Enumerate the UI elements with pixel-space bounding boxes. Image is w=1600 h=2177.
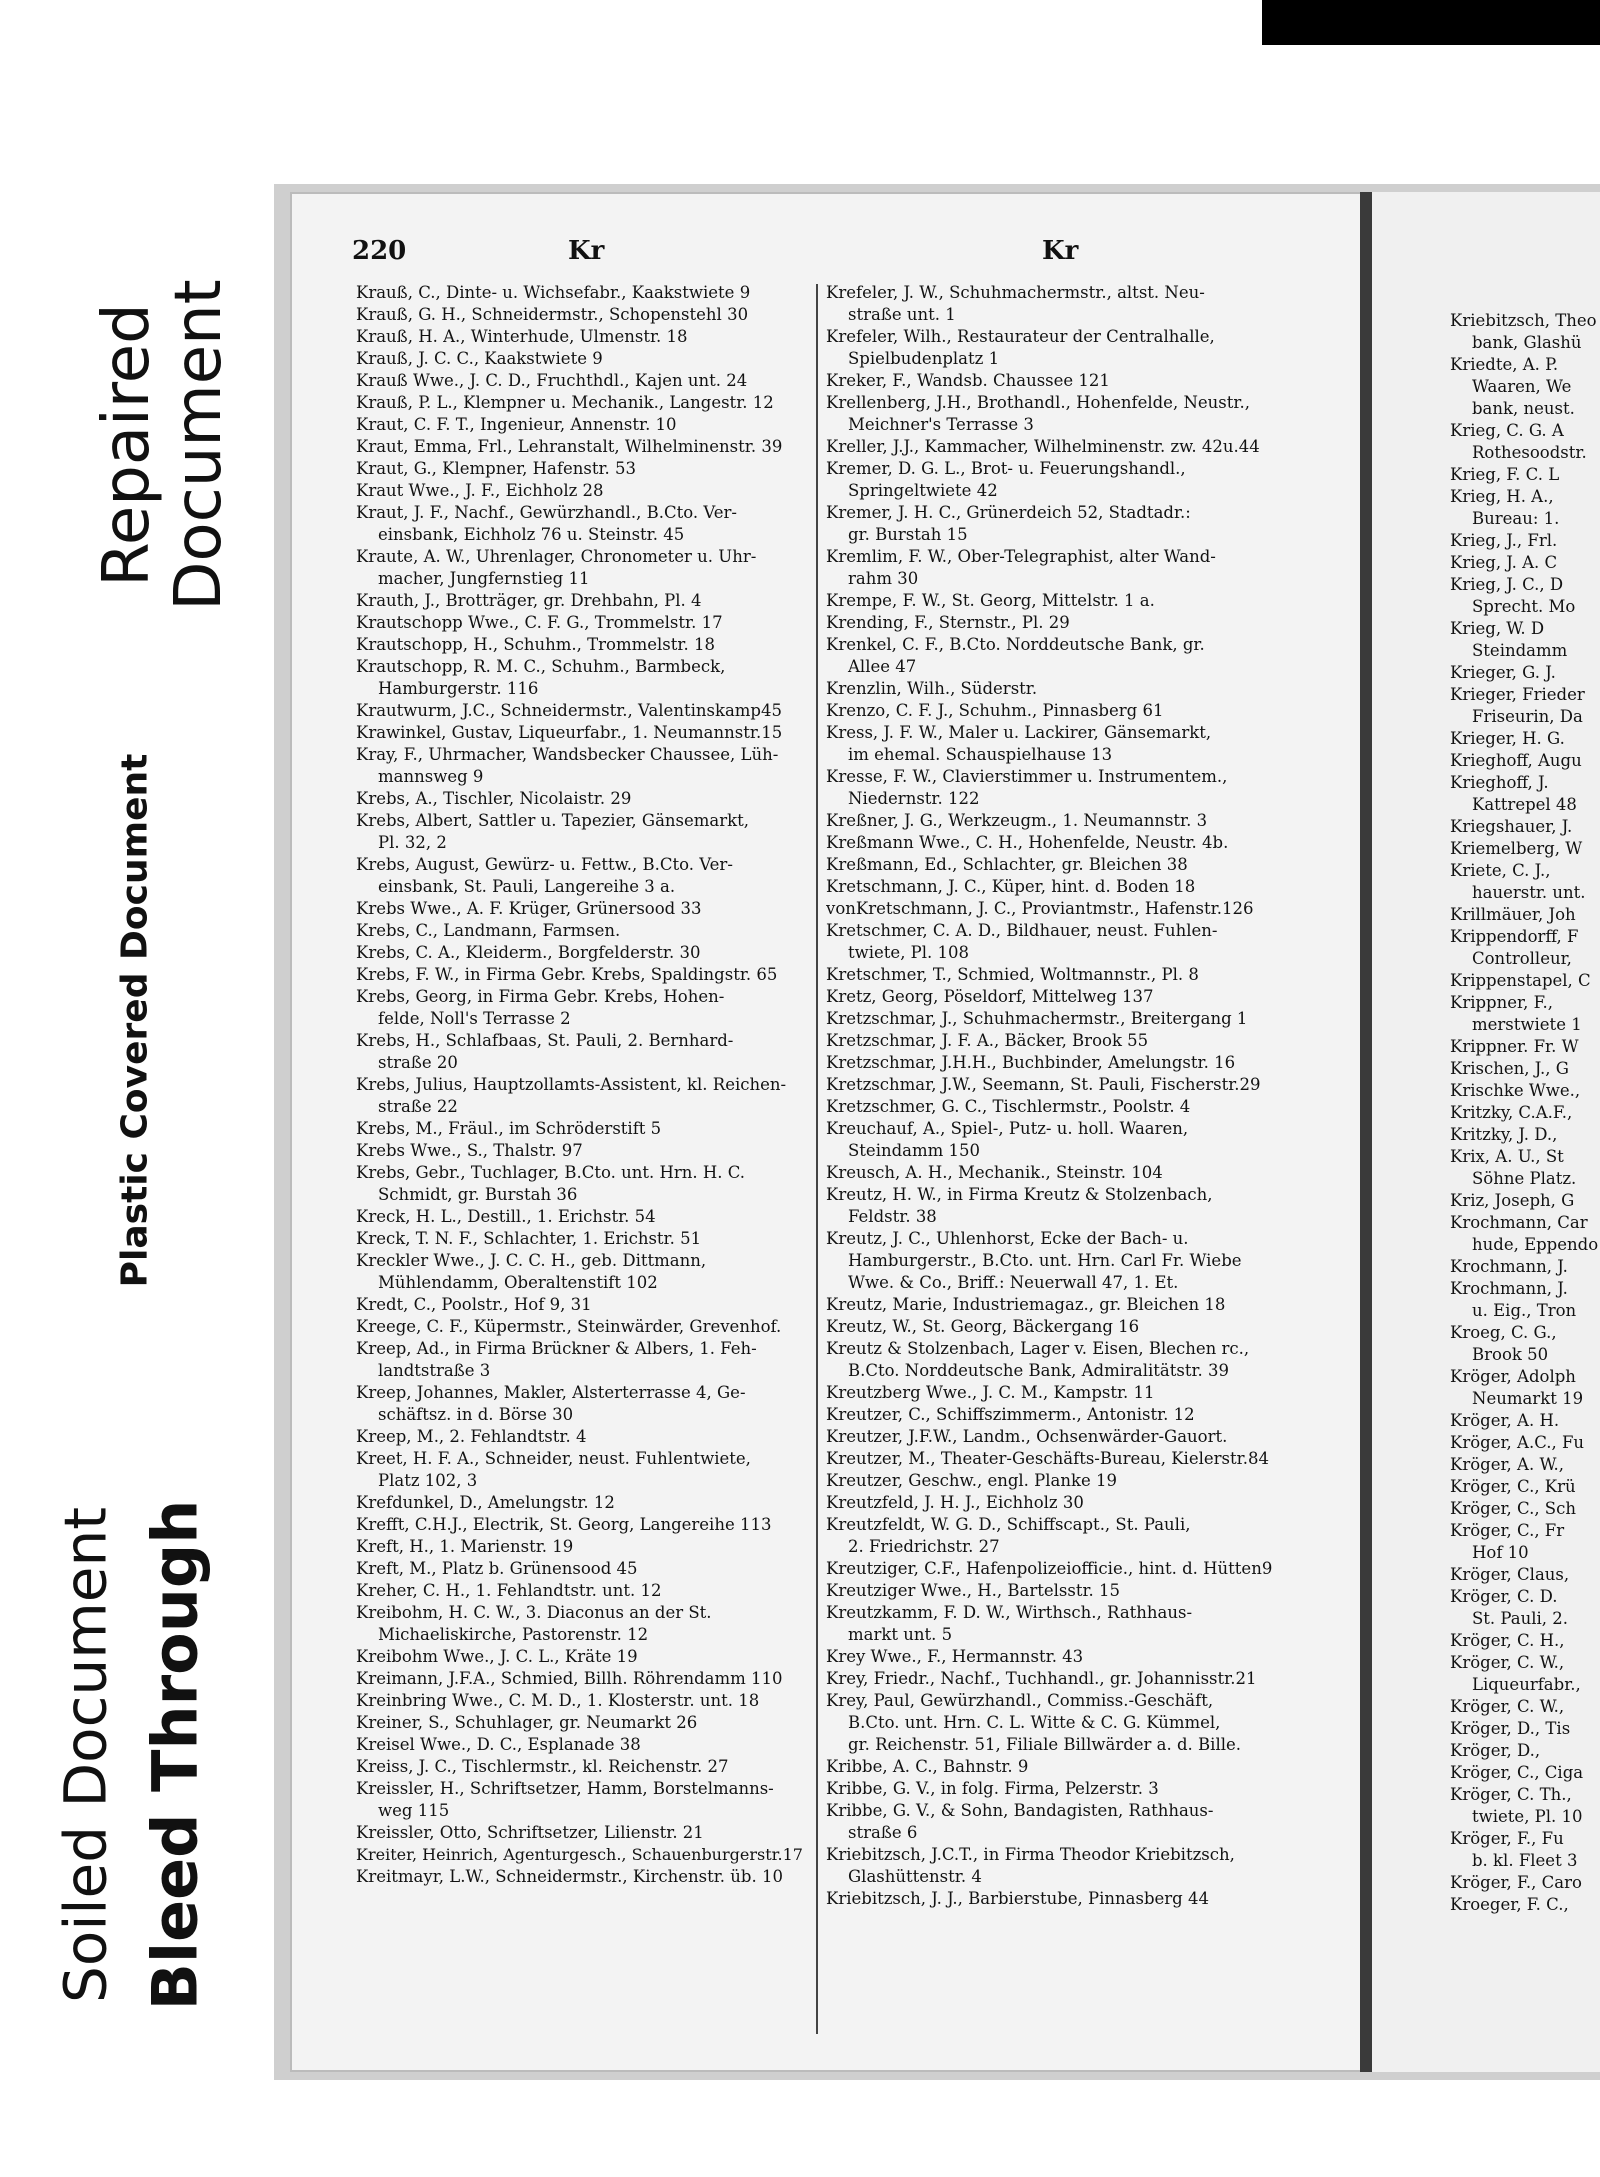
- directory-entry: Kröger, C. H.,: [1450, 1631, 1565, 1650]
- directory-column-right: [826, 282, 1286, 2042]
- directory-entry: Kreßmann Wwe., C. H., Hohenfelde, Neustr. 4b.: [826, 833, 1229, 852]
- directory-entry: Krieg, W. D: [1450, 619, 1545, 638]
- directory-entry: Kröger, Claus,: [1450, 1565, 1570, 1584]
- directory-entry: Kröger, C. W.,: [1450, 1697, 1565, 1716]
- directory-entry: Krippendorff, F: [1450, 927, 1579, 946]
- directory-entry: Krefdunkel, D., Amelungstr. 12: [356, 1493, 615, 1512]
- directory-entry: Kröger, F., Fu: [1450, 1829, 1564, 1848]
- directory-entry: Krebs, Georg, in Firma Gebr. Krebs, Hohen-: [356, 987, 725, 1006]
- directory-entry-continuation: Söhne Platz.: [1472, 1169, 1577, 1188]
- directory-entry: Kreutz, W., St. Georg, Bäckergang 16: [826, 1317, 1140, 1336]
- directory-entry: Kribbe, G. V., in folg. Firma, Pelzerstr. 3: [826, 1779, 1159, 1798]
- directory-entry-continuation: Bureau: 1.: [1472, 509, 1560, 528]
- directory-entry: Kreutzberg Wwe., J. C. M., Kampstr. 11: [826, 1383, 1155, 1402]
- directory-entry: Kraut, G., Klempner, Hafenstr. 53: [356, 459, 637, 478]
- directory-entry: Kreft, M., Platz b. Grünensood 45: [356, 1559, 638, 1578]
- directory-entry-continuation: straße 22: [378, 1097, 458, 1116]
- directory-entry: Kretz, Georg, Pöseldorf, Mittelweg 137: [826, 987, 1154, 1006]
- label-bleed-through-text: Bleed Through: [138, 1499, 211, 2011]
- directory-entry: Kröger, A. H.: [1450, 1411, 1560, 1430]
- directory-entry-continuation: Allee 47: [848, 657, 917, 676]
- directory-entry: Kritzky, C.A.F.,: [1450, 1103, 1573, 1122]
- directory-entry: Kraut, J. F., Nachf., Gewürzhandl., B.Cto. Ver-: [356, 503, 737, 522]
- directory-entry: Kretschmer, C. A. D., Bildhauer, neust. Fuhlen-: [826, 921, 1218, 940]
- directory-entry: Kröger, C., Sch: [1450, 1499, 1576, 1518]
- directory-entry-continuation: Kattrepel 48: [1472, 795, 1577, 814]
- directory-entry-continuation: b. kl. Fleet 3: [1472, 1851, 1578, 1870]
- directory-entry-continuation: Brook 50: [1472, 1345, 1549, 1364]
- directory-entry: Krenkel, C. F., B.Cto. Norddeutsche Bank, gr.: [826, 635, 1205, 654]
- directory-entry: Kreutz, J. C., Uhlenhorst, Ecke der Bach- u.: [826, 1229, 1189, 1248]
- directory-entry: Kriemelberg, W: [1450, 839, 1583, 858]
- directory-entry-continuation: Liqueurfabr.,: [1472, 1675, 1581, 1694]
- directory-entry: Kreck, H. L., Destill., 1. Erichstr. 54: [356, 1207, 656, 1226]
- directory-entry: Krochmann, J.: [1450, 1257, 1568, 1276]
- directory-entry: Krieg, H. A.,: [1450, 487, 1554, 506]
- directory-entry: Kröger, D., Tis: [1450, 1719, 1571, 1738]
- directory-entry-continuation: einsbank, Eichholz 76 u. Steinstr. 45: [378, 525, 685, 544]
- directory-entry: Krebs Wwe., A. F. Krüger, Grünersood 33: [356, 899, 702, 918]
- directory-entry: Kritzky, J. D.,: [1450, 1125, 1558, 1144]
- directory-entry: Krawinkel, Gustav, Liqueurfabr., 1. Neumannstr.15: [356, 723, 783, 742]
- directory-entry: Kreft, H., 1. Marienstr. 19: [356, 1537, 574, 1556]
- directory-entry-continuation: Meichner's Terrasse 3: [848, 415, 1034, 434]
- directory-entry: Krieg, C. G. A: [1450, 421, 1564, 440]
- directory-entry: Krebs, A., Tischler, Nicolaistr. 29: [356, 789, 632, 808]
- directory-entry: Kröger, C., Krü: [1450, 1477, 1576, 1496]
- directory-entry-continuation: hude, Eppendo: [1472, 1235, 1599, 1254]
- directory-entry: Krieg, J., Frl.: [1450, 531, 1558, 550]
- directory-entry: Krautschopp Wwe., C. F. G., Trommelstr. 17: [356, 613, 723, 632]
- directory-entry: Kreutzer, M., Theater-Geschäfts-Bureau, Kielerstr.84: [826, 1449, 1269, 1468]
- directory-entry: Kremer, D. G. L., Brot- u. Feuerungshandl.,: [826, 459, 1186, 478]
- directory-entry: Krempe, F. W., St. Georg, Mittelstr. 1 a.: [826, 591, 1155, 610]
- directory-entry: Kröger, C., Fr: [1450, 1521, 1565, 1540]
- directory-entry: Kreep, Ad., in Firma Brückner & Albers, 1. Feh-: [356, 1339, 757, 1358]
- directory-entry: Krebs, F. W., in Firma Gebr. Krebs, Spaldingstr. 65: [356, 965, 778, 984]
- label-plastic-text: Plastic Covered Document: [114, 753, 156, 1287]
- directory-entry: Krebs, C., Landmann, Farmsen.: [356, 921, 621, 940]
- directory-entry: Krauß, H. A., Winterhude, Ulmenstr. 18: [356, 327, 688, 346]
- scanner-edge: [1262, 0, 1600, 45]
- directory-entry: Kretschmann, J. C., Küper, hint. d. Boden 18: [826, 877, 1196, 896]
- directory-entry-continuation: B.Cto. Norddeutsche Bank, Admiralitätstr. 39: [848, 1361, 1230, 1380]
- label-repaired-line1: Repaired: [89, 303, 164, 587]
- directory-entry: Kreusch, A. H., Mechanik., Steinstr. 104: [826, 1163, 1163, 1182]
- directory-entry: Kress, J. F. W., Maler u. Lackirer, Gänsemarkt,: [826, 723, 1212, 742]
- directory-entry: Kröger, C., Ciga: [1450, 1763, 1584, 1782]
- directory-entry: Krippner. Fr. W: [1450, 1037, 1579, 1056]
- directory-entry: Kreep, Johannes, Makler, Alsterterrasse 4, Ge-: [356, 1383, 746, 1402]
- directory-entry-continuation: straße 6: [848, 1823, 918, 1842]
- directory-entry: Kreckler Wwe., J. C. C. H., geb. Dittmann,: [356, 1251, 707, 1270]
- directory-entry: Krieghoff, Augu: [1450, 751, 1582, 770]
- directory-entry: Kreiner, S., Schuhlager, gr. Neumarkt 26: [356, 1713, 698, 1732]
- directory-entry: Kreep, M., 2. Fehlandtstr. 4: [356, 1427, 587, 1446]
- directory-entry: Krefeler, J. W., Schuhmachermstr., altst. Neu-: [826, 283, 1205, 302]
- directory-entry: Kreutzfeld, J. H. J., Eichholz 30: [826, 1493, 1084, 1512]
- directory-entry: Kreinbring Wwe., C. M. D., 1. Klosterstr. unt. 18: [356, 1691, 760, 1710]
- directory-entry: Kreck, T. N. F., Schlachter, 1. Erichstr. 51: [356, 1229, 702, 1248]
- directory-entry-continuation: im ehemal. Schauspielhause 13: [848, 745, 1113, 764]
- directory-entry-continuation: rahm 30: [848, 569, 919, 588]
- directory-entry: Krauth, J., Brotträger, gr. Drehbahn, Pl. 4: [356, 591, 702, 610]
- directory-entry-continuation: Hamburgerstr., B.Cto. unt. Hrn. Carl Fr. Wiebe: [848, 1251, 1242, 1270]
- directory-entry: Krebs, C. A., Kleiderm., Borgfelderstr. 30: [356, 943, 701, 962]
- directory-entry: Krebs, Julius, Hauptzollamts-Assistent, kl. Reichen-: [356, 1075, 787, 1094]
- book-spine: [1360, 192, 1372, 2072]
- directory-entry: Kresse, F. W., Clavierstimmer u. Instrumentem.,: [826, 767, 1228, 786]
- directory-entry-continuation: Springeltwiete 42: [848, 481, 998, 500]
- directory-entry: Krischen, J., G: [1450, 1059, 1569, 1078]
- directory-entry: Kraut, Emma, Frl., Lehranstalt, Wilhelminenstr. 39: [356, 437, 783, 456]
- directory-entry-continuation: Neumarkt 19: [1472, 1389, 1584, 1408]
- directory-entry: Krieger, H. G.: [1450, 729, 1565, 748]
- directory-entry: Krautschopp, H., Schuhm., Trommelstr. 18: [356, 635, 715, 654]
- directory-entry-continuation: twiete, Pl. 108: [848, 943, 970, 962]
- directory-entry: Kreissler, H., Schriftsetzer, Hamm, Borstelmanns-: [356, 1779, 774, 1798]
- directory-entry: Kredt, C., Poolstr., Hof 9, 31: [356, 1295, 592, 1314]
- directory-entry: Krauß Wwe., J. C. D., Fruchthdl., Kajen unt. 24: [356, 371, 748, 390]
- directory-entry: Kreutziger Wwe., H., Bartelsstr. 15: [826, 1581, 1121, 1600]
- directory-entry: Kroeger, F. C.,: [1450, 1895, 1569, 1914]
- directory-entry-continuation: gr. Burstah 15: [848, 525, 968, 544]
- directory-entry-continuation: St. Pauli, 2.: [1472, 1609, 1569, 1628]
- directory-entry: Kreissler, Otto, Schriftsetzer, Lilienstr. 21: [356, 1823, 704, 1842]
- label-repaired-document: [80, 190, 245, 700]
- directory-entry: Kroeg, C. G.,: [1450, 1323, 1557, 1342]
- directory-entry-continuation: Michaeliskirche, Pastorenstr. 12: [378, 1625, 649, 1644]
- directory-entry: Kreutziger, C.F., Hafenpolizeiofficie., hint. d. Hütten9: [826, 1559, 1273, 1578]
- directory-entry-continuation: Feldstr. 38: [848, 1207, 937, 1226]
- directory-entry: Krefft, C.H.J., Electrik, St. Georg, Langereihe 113: [356, 1515, 772, 1534]
- directory-entry-continuation: markt unt. 5: [848, 1625, 953, 1644]
- directory-entry-continuation: Rothesoodstr.: [1472, 443, 1587, 462]
- directory-entry: Krieger, G. J.: [1450, 663, 1556, 682]
- directory-entry: Kröger, A.C., Fu: [1450, 1433, 1585, 1452]
- directory-entry: Kreutzer, Geschw., engl. Planke 19: [826, 1471, 1118, 1490]
- directory-entry: Kriebitzsch, J. J., Barbierstube, Pinnasberg 44: [826, 1889, 1209, 1908]
- directory-entry: Kreege, C. F., Küpermstr., Steinwärder, Grevenhof.: [356, 1317, 782, 1336]
- directory-entry: Kreutz, H. W., in Firma Kreutz & Stolzenbach,: [826, 1185, 1213, 1204]
- directory-entry: Kriegshauer, J.: [1450, 817, 1573, 836]
- directory-entry: vonKretschmann, J. C., Proviantmstr., Hafenstr.126: [826, 899, 1254, 918]
- directory-entry: Krippner, F.,: [1450, 993, 1553, 1012]
- directory-entry: Kreutz & Stolzenbach, Lager v. Eisen, Blechen rc.,: [826, 1339, 1250, 1358]
- directory-entry: Krix, A. U., St: [1450, 1147, 1564, 1166]
- directory-entry: Kretzschmar, J.W., Seemann, St. Pauli, Fischerstr.29: [826, 1075, 1261, 1094]
- directory-entry: Krebs Wwe., S., Thalstr. 97: [356, 1141, 583, 1160]
- directory-entry: Kreibohm Wwe., J. C. L., Kräte 19: [356, 1647, 638, 1666]
- directory-entry: Kray, F., Uhrmacher, Wandsbecker Chaussee, Lüh-: [356, 745, 779, 764]
- label-plastic-covered-document: [85, 700, 185, 1340]
- directory-entry: Krochmann, Car: [1450, 1213, 1588, 1232]
- directory-entry: Kretzschmer, G. C., Tischlermstr., Poolstr. 4: [826, 1097, 1191, 1116]
- directory-entry: Krebs, Albert, Sattler u. Tapezier, Gänsemarkt,: [356, 811, 750, 830]
- directory-column-partial: [1450, 310, 1600, 2050]
- directory-entry: Kribbe, G. V., & Sohn, Bandagisten, Rathhaus-: [826, 1801, 1214, 1820]
- directory-entry-continuation: Pl. 32, 2: [378, 833, 447, 852]
- directory-entry: Kröger, F., Caro: [1450, 1873, 1582, 1892]
- directory-entry-continuation: Spielbudenplatz 1: [848, 349, 1000, 368]
- directory-entry: Krebs, H., Schlafbaas, St. Pauli, 2. Bernhard-: [356, 1031, 734, 1050]
- directory-entry: Krauß, G. H., Schneidermstr., Schopenstehl 30: [356, 305, 749, 324]
- directory-entry: Krenzlin, Wilh., Süderstr.: [826, 679, 1038, 698]
- directory-entry-continuation: gr. Reichenstr. 51, Filiale Billwärder a. d. Bille.: [848, 1735, 1242, 1754]
- directory-entry-continuation: Platz 102, 3: [378, 1471, 478, 1490]
- directory-entry-continuation: macher, Jungfernstieg 11: [378, 569, 590, 588]
- directory-entry-continuation: Hof 10: [1472, 1543, 1529, 1562]
- directory-entry: Krebs, M., Fräul., im Schröderstift 5: [356, 1119, 662, 1138]
- directory-entry: Krischke Wwe.,: [1450, 1081, 1581, 1100]
- directory-entry-continuation: schäftsz. in d. Börse 30: [378, 1405, 574, 1424]
- label-soiled-text: Soiled Document: [51, 1507, 119, 2003]
- directory-entry: Krieg, F. C. L: [1450, 465, 1560, 484]
- directory-entry: Krautwurm, J.C., Schneidermstr., Valentinskamp45: [356, 701, 782, 720]
- directory-entry-continuation: u. Eig., Tron: [1472, 1301, 1577, 1320]
- directory-entry-continuation: einsbank, St. Pauli, Langereihe 3 a.: [378, 877, 676, 896]
- directory-entry-continuation: felde, Noll's Terrasse 2: [378, 1009, 571, 1028]
- directory-entry: Kröger, A. W.,: [1450, 1455, 1565, 1474]
- directory-entry: Krending, F., Sternstr., Pl. 29: [826, 613, 1070, 632]
- directory-entry: Krenzo, C. F. J., Schuhm., Pinnasberg 61: [826, 701, 1164, 720]
- directory-entry: Kreutz, Marie, Industriemagaz., gr. Bleichen 18: [826, 1295, 1226, 1314]
- page-header: [352, 236, 1352, 276]
- directory-column-left: [356, 282, 816, 2042]
- directory-entry: Kreet, H. F. A., Schneider, neust. Fuhlentwiete,: [356, 1449, 751, 1468]
- column-heading-right: Kr: [1042, 236, 1079, 266]
- directory-entry: Krauß, C., Dinte- u. Wichsefabr., Kaakstwiete 9: [356, 283, 751, 302]
- directory-entry: Kreiter, Heinrich, Agenturgesch., Schauenburgerstr.17: [356, 1845, 803, 1864]
- directory-entry: Kreuchauf, A., Spiel-, Putz- u. holl. Waaren,: [826, 1119, 1189, 1138]
- label-soiled-document: [0, 1340, 250, 2170]
- directory-entry: Krieger, Frieder: [1450, 685, 1585, 704]
- directory-entry: Kröger, D.,: [1450, 1741, 1541, 1760]
- directory-entry: Krefeler, Wilh., Restaurateur der Centralhalle,: [826, 327, 1215, 346]
- directory-entry-continuation: hauerstr. unt.: [1472, 883, 1586, 902]
- directory-entry-continuation: straße unt. 1: [848, 305, 956, 324]
- directory-entry: Krillmäuer, Joh: [1450, 905, 1576, 924]
- directory-entry: Krebs, Gebr., Tuchlager, B.Cto. unt. Hrn. H. C.: [356, 1163, 746, 1182]
- directory-entry: Krellenberg, J.H., Brothandl., Hohenfelde, Neustr.,: [826, 393, 1250, 412]
- directory-entry: Kriz, Joseph, G: [1450, 1191, 1575, 1210]
- directory-entry: Kretzschmar, J., Schuhmachermstr., Breitergang 1: [826, 1009, 1248, 1028]
- column-heading-left: Kr: [568, 236, 605, 266]
- directory-entry-continuation: Friseurin, Da: [1472, 707, 1583, 726]
- directory-entry: Krauß, J. C. C., Kaakstwiete 9: [356, 349, 603, 368]
- directory-entry: Krey, Friedr., Nachf., Tuchhandl., gr. Johannisstr.21: [826, 1669, 1257, 1688]
- directory-entry: Kreutzkamm, F. D. W., Wirthsch., Rathhaus-: [826, 1603, 1193, 1622]
- directory-entry: Kreitmayr, L.W., Schneidermstr., Kirchenstr. üb. 10: [356, 1867, 783, 1886]
- directory-entry-continuation: weg 115: [378, 1801, 450, 1820]
- directory-entry: Kröger, C. Th.,: [1450, 1785, 1572, 1804]
- directory-entry: Krieg, J. A. C: [1450, 553, 1558, 572]
- directory-entry: Kröger, C. W.,: [1450, 1653, 1565, 1672]
- directory-entry: Kreher, C. H., 1. Fehlandtstr. unt. 12: [356, 1581, 662, 1600]
- directory-entry-continuation: Schmidt, gr. Burstah 36: [378, 1185, 578, 1204]
- directory-entry-continuation: Steindamm: [1472, 641, 1568, 660]
- directory-entry-continuation: Sprecht. Mo: [1472, 597, 1576, 616]
- directory-entry: Kreutzer, C., Schiffszimmerm., Antonistr. 12: [826, 1405, 1195, 1424]
- column-divider: [816, 284, 818, 2034]
- directory-entry: Krebs, August, Gewürz- u. Fettw., B.Cto. Ver-: [356, 855, 733, 874]
- page-number: 220: [352, 236, 407, 266]
- directory-entry: Krautschopp, R. M. C., Schuhm., Barmbeck,: [356, 657, 726, 676]
- directory-entry: Kremlim, F. W., Ober-Telegraphist, alter Wand-: [826, 547, 1216, 566]
- directory-entry: Kribbe, A. C., Bahnstr. 9: [826, 1757, 1029, 1776]
- directory-entry-continuation: bank, neust.: [1472, 399, 1575, 418]
- directory-entry: Kreutzer, J.F.W., Landm., Ochsenwärder-Gauort.: [826, 1427, 1228, 1446]
- directory-entry-continuation: Steindamm 150: [848, 1141, 981, 1160]
- directory-entry-continuation: Controlleur,: [1472, 949, 1572, 968]
- directory-entry: Kriete, C. J.,: [1450, 861, 1551, 880]
- directory-entry: Krauß, P. L., Klempner u. Mechanik., Langestr. 12: [356, 393, 774, 412]
- directory-entry-continuation: bank, Glashü: [1472, 333, 1582, 352]
- directory-entry: Kremer, J. H. C., Grünerdeich 52, Stadtadr.:: [826, 503, 1191, 522]
- directory-entry: Kraut Wwe., J. F., Eichholz 28: [356, 481, 604, 500]
- directory-entry-continuation: merstwiete 1: [1472, 1015, 1582, 1034]
- directory-entry: Kreller, J.J., Kammacher, Wilhelminenstr. zw. 42u.44: [826, 437, 1260, 456]
- directory-entry: Kretzschmar, J. F. A., Bäcker, Brook 55: [826, 1031, 1149, 1050]
- directory-entry-continuation: 2. Friedrichstr. 27: [848, 1537, 1000, 1556]
- directory-entry: Krieg, J. C., D: [1450, 575, 1564, 594]
- directory-entry: Kriebitzsch, J.C.T., in Firma Theodor Kriebitzsch,: [826, 1845, 1235, 1864]
- directory-entry-continuation: mannsweg 9: [378, 767, 484, 786]
- directory-entry-continuation: B.Cto. unt. Hrn. C. L. Witte & C. G. Kümmel,: [848, 1713, 1221, 1732]
- directory-entry: Kriebitzsch, Theo: [1450, 311, 1597, 330]
- directory-entry: Kretschmer, T., Schmied, Woltmannstr., Pl. 8: [826, 965, 1199, 984]
- directory-entry: Krochmann, J.: [1450, 1279, 1568, 1298]
- directory-entry: Kreßmann, Ed., Schlachter, gr. Bleichen 38: [826, 855, 1188, 874]
- directory-entry: Krippenstapel, C: [1450, 971, 1591, 990]
- directory-entry: Kreiss, J. C., Tischlermstr., kl. Reichenstr. 27: [356, 1757, 729, 1776]
- directory-entry-continuation: Waaren, We: [1472, 377, 1572, 396]
- label-repaired-line2: Document: [161, 279, 236, 611]
- directory-entry-continuation: landtstraße 3: [378, 1361, 491, 1380]
- directory-entry-continuation: Glashüttenstr. 4: [848, 1867, 982, 1886]
- directory-entry-continuation: Mühlendamm, Oberaltenstift 102: [378, 1273, 658, 1292]
- directory-entry: Krey, Paul, Gewürzhandl., Commiss.-Geschäft,: [826, 1691, 1214, 1710]
- directory-entry: Krey Wwe., F., Hermannstr. 43: [826, 1647, 1084, 1666]
- directory-entry: Kreßner, J. G., Werkzeugm., 1. Neumannstr. 3: [826, 811, 1208, 830]
- directory-entry: Kraut, C. F. T., Ingenieur, Annenstr. 10: [356, 415, 677, 434]
- directory-entry: Kretzschmar, J.H.H., Buchbinder, Amelungstr. 16: [826, 1053, 1236, 1072]
- directory-entry-continuation: Wwe. & Co., Briff.: Neuerwall 47, 1. Et.: [848, 1273, 1179, 1292]
- directory-entry: Kreibohm, H. C. W., 3. Diaconus an der St.: [356, 1603, 712, 1622]
- directory-entry: Kreker, F., Wandsb. Chaussee 121: [826, 371, 1110, 390]
- directory-entry: Kröger, Adolph: [1450, 1367, 1576, 1386]
- directory-entry: Kraute, A. W., Uhrenlager, Chronometer u. Uhr-: [356, 547, 757, 566]
- directory-entry-continuation: Niedernstr. 122: [848, 789, 980, 808]
- directory-entry: Kriedte, A. P.: [1450, 355, 1559, 374]
- directory-entry: Kreisel Wwe., D. C., Esplanade 38: [356, 1735, 641, 1754]
- directory-entry-continuation: Hamburgerstr. 116: [378, 679, 539, 698]
- directory-entry: Kröger, C. D.: [1450, 1587, 1558, 1606]
- directory-entry-continuation: straße 20: [378, 1053, 458, 1072]
- directory-entry: Kreimann, J.F.A., Schmied, Billh. Röhrendamm 110: [356, 1669, 783, 1688]
- directory-entry: Krieghoff, J.: [1450, 773, 1549, 792]
- directory-entry-continuation: twiete, Pl. 10: [1472, 1807, 1583, 1826]
- directory-entry: Kreutzfeldt, W. G. D., Schiffscapt., St. Pauli,: [826, 1515, 1191, 1534]
